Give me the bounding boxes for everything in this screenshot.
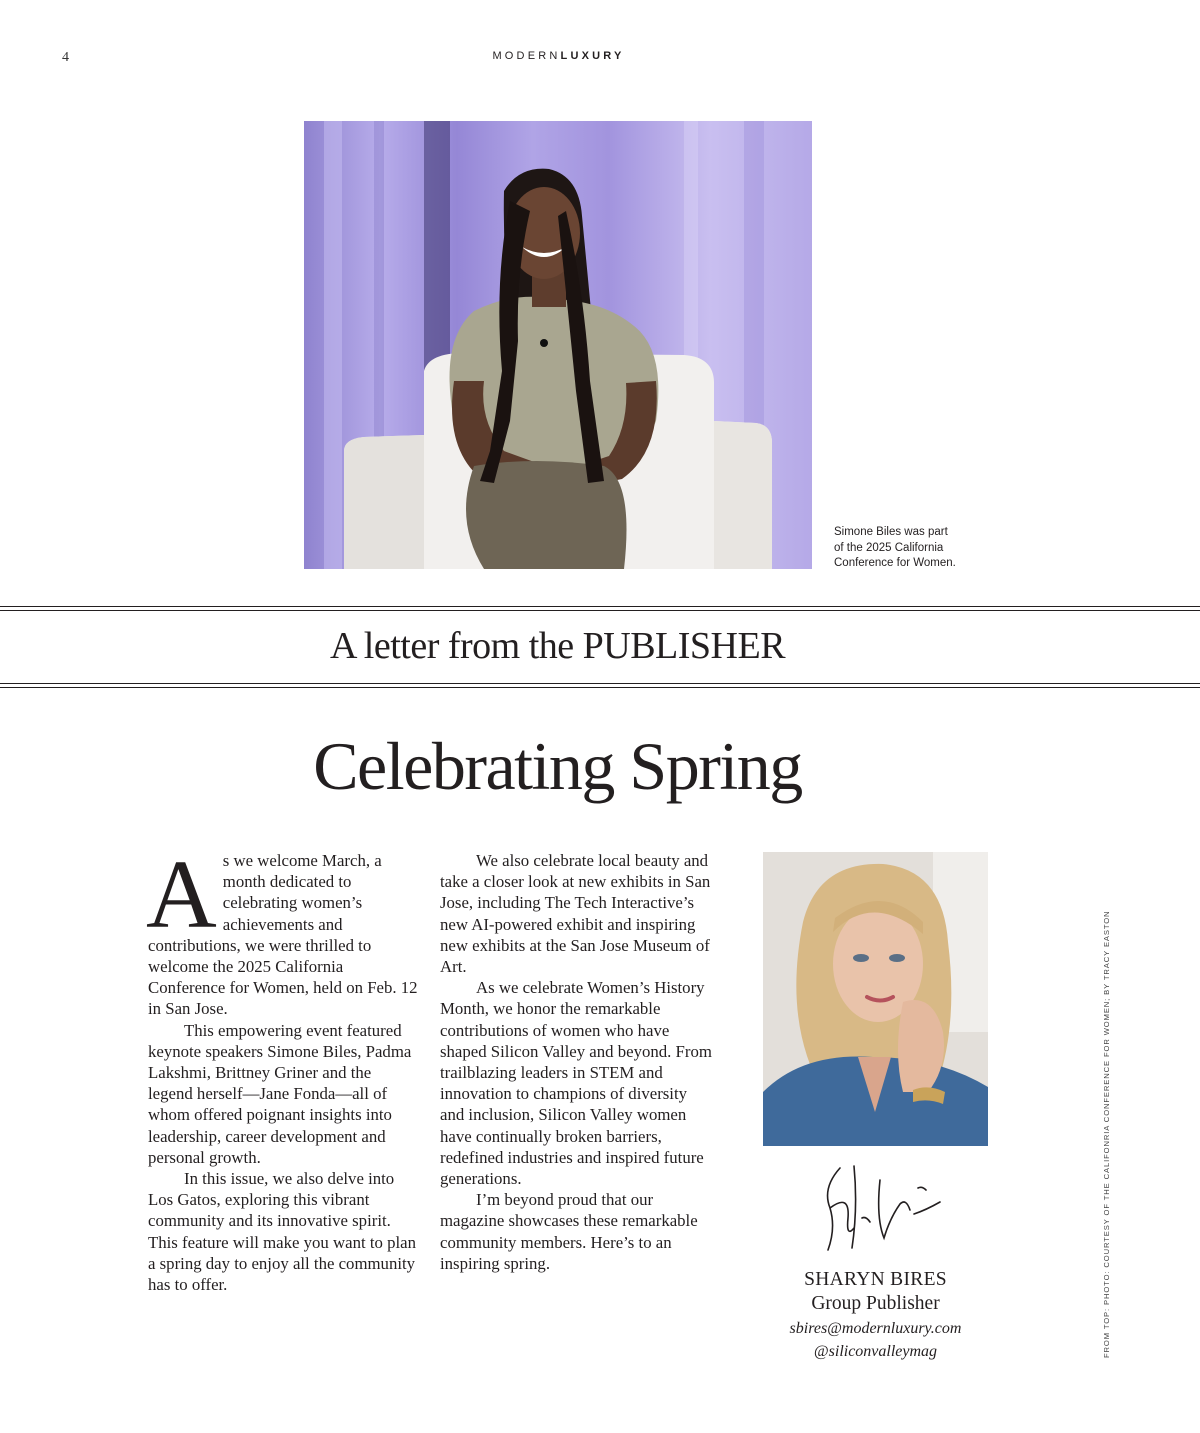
publisher-photo: [763, 852, 988, 1146]
section-kicker: A letter from the PUBLISHER: [329, 625, 786, 667]
body-paragraph: In this issue, we also delve into Los Gatos, exploring this vibrant community and its innovative spirit. This feature will make you want to plan a spring day to enjoy all the community has to offer.: [148, 1169, 416, 1295]
masthead-bold: LUXURY: [560, 50, 625, 62]
page-title: Celebrating Spring: [313, 728, 802, 804]
masthead-light: MODERN: [492, 50, 561, 62]
divider-rule: [0, 683, 1200, 684]
feature-photo: [304, 121, 812, 569]
photo-caption: [834, 525, 984, 572]
divider-rule: [0, 606, 1200, 607]
divider-rule: [0, 610, 1200, 611]
photo-credit: FROM TOP: PHOTO: COURTESY OF THE CALIFONRIA CONFERENCE FOR WOMEN; BY TRACY EASTON: [1102, 910, 1111, 1358]
signature-icon: [810, 1158, 950, 1258]
caption-line: Simone Biles was part: [834, 526, 948, 538]
masthead-logo: [0, 50, 1117, 62]
photo-sharyn-bires-icon: [763, 852, 988, 1146]
publisher-social-handle[interactable]: @siliconvalleymag: [813, 1343, 938, 1360]
publisher-title: Group Publisher: [811, 1293, 940, 1314]
photo-simone-biles-icon: [304, 121, 812, 569]
body-column-1: [146, 841, 418, 1295]
body-paragraph: We also celebrate local beauty and take a closer look at new exhibits in San Jose, including The Tech Interactive’s new AI-powered exhibit and inspiring new exhibits at the San Jose Museum of Art.: [440, 851, 711, 977]
body-paragraph: [146, 841, 418, 1020]
publisher-email-link[interactable]: sbires@modernluxury.com: [789, 1320, 962, 1337]
drop-cap: A: [146, 841, 217, 949]
divider-rule: [0, 687, 1200, 688]
body-paragraph: As we celebrate Women’s History Month, we honor the remarkable contributions of women who have shaped Silicon Valley and beyond. From trailblazing leaders in STEM and innovation to champions of diversity and inclusion, Silicon Valley women have continually broken barriers, redefined industries and inspired future generations.: [440, 978, 712, 1189]
publisher-name: SHARYN BIRES: [804, 1269, 947, 1290]
body-paragraph: This empowering event featured keynote speakers Simone Biles, Padma Lakshmi, Brittney Griner and the legend herself—Jane Fonda—all of whom offered poignant insights into leadership, career development and personal growth.: [148, 1020, 412, 1167]
paragraph-text: s we welcome March, a month dedicated to celebrating women’s achievements and contributions, we were thrilled to welcome the 2025 California Conference for Women, held on Feb. 12 in San Jose.: [148, 851, 418, 1019]
body-column-2: [440, 850, 712, 1274]
body-paragraph: I’m beyond proud that our magazine showcases these remarkable community members. Here’s to an inspiring spring.: [440, 1190, 698, 1273]
caption-line: of the 2025 California: [834, 541, 944, 554]
page-number: 4: [62, 50, 69, 65]
caption-line: Conference for Women.: [834, 557, 956, 569]
